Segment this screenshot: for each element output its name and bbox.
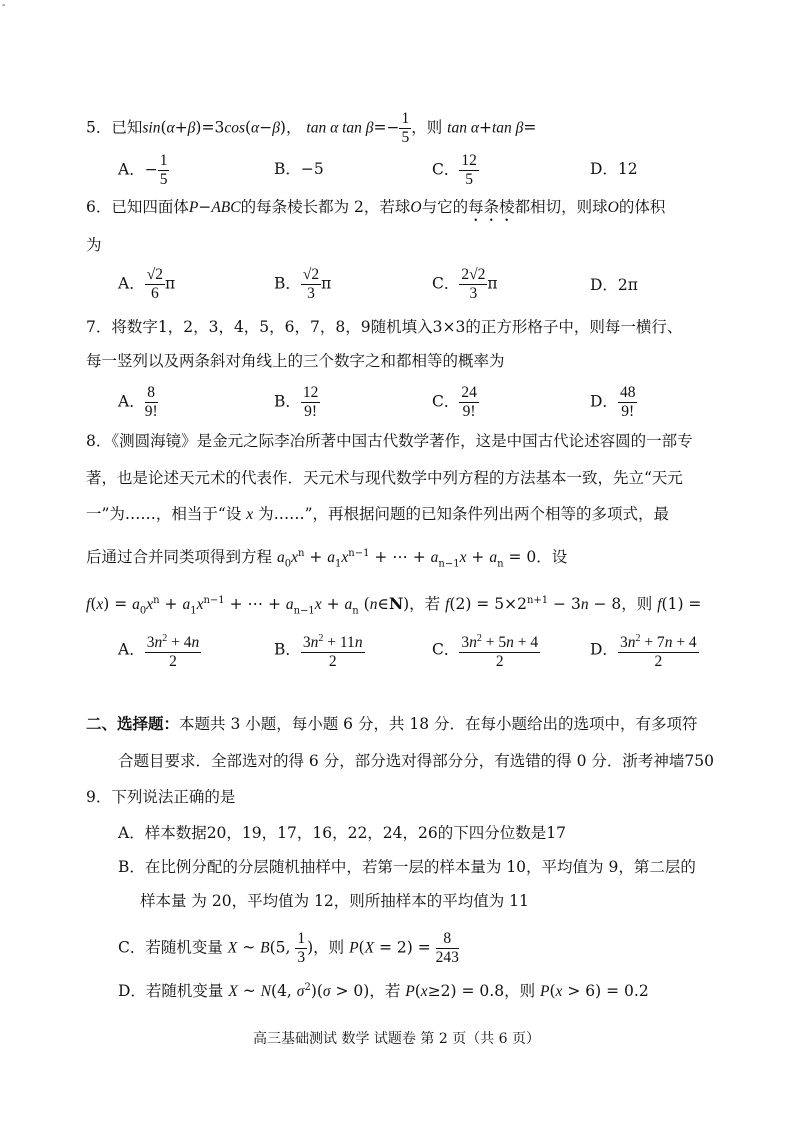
q9-option-d: D．若随机变量 X ~ N(4, $\sigma^2)(\sigma > 0)$，若 P(x≥2) = 0.8，则 P(x > 6) = 0.2 [118,982,649,1001]
q8-option-b: B． $\frac{3n^2 + 11n}{2}$ [274,630,365,671]
question-6-line1: 6．已知四面体P−ABC的每条棱长都为 2，若球O与它的每条棱都相切，则球O的体积 [86,198,666,216]
question-6-line2: 为 [86,236,102,254]
q9-option-c: C．若随机变量 X ~ B(5, $\frac{1}{3}$ )，则 P(X = 2) = $\frac{8}{243}$ [118,930,459,966]
q9-option-a: A．样本数据20，19，17，16，22，24，26的下四分位数是17 [118,824,566,842]
q9-option-b-line1: B．在比例分配的分层随机抽样中，若第一层的样本量为 10，平均值为 9，第二层的 [118,858,696,876]
q8-option-d: D． $\frac{3n^2 + 7n + 4}{2}$ [590,630,699,671]
section-2-line2: 合题目要求．全部选对的得 6 分，部分选对得部分分，有选错的得 0 分．浙考神墙750 [118,752,715,770]
q7-option-c: C． $\frac{24}{9!}$ [432,384,477,420]
question-8-line1: 8．《测圆海镜》是金元之际李冶所著中国古代数学著作，这是中国古代论述容圆的一部专 [86,432,693,450]
q6-option-c: C． $\frac{2√2}{3}$ π [432,266,498,302]
q7-option-b: B． $\frac{12}{9!}$ [274,384,319,420]
page-footer: 高三基础测试 数学 试题卷 第 2 页（共 6 页） [253,1031,540,1047]
section-2-line1: 二、选择题：本题共 3 小题，每小题 6 分，共 18 分．在每小题给出的选项中，有多项符 [86,714,698,733]
q6-option-b: B． $\frac{√2}{3}$ π [274,266,332,302]
question-8-line4: 后通过合并同类项得到方程 $a_0x^n + a_1x^{n-1}$ + ⋯ + $a_{n-1}x + a_n = 0$．设 [86,548,568,570]
question-5: 5．已知sin(α+β)=3cos(α−β)， tan α tan β=− $\frac{1}{5}$ ，则 tan α+tan β= [86,110,537,146]
q5-option-b: B．−5 [274,160,324,178]
q5-option-a: A．− $\frac{1}{5}$ [118,152,168,188]
question-9-stem: 9．下列说法正确的是 [86,788,236,806]
question-8-line3: 一”为……，相当于“设 x 为……”，再根据问题的已知条件列出两个相等的多项式，最 [86,505,670,523]
question-7-line2: 每一竖列以及两条斜对角线上的三个数字之和都相等的概率为 [86,352,505,370]
q8-option-a: A． $\frac{3n^2 + 4n}{2}$ [118,630,201,671]
question-8-line5: $f(x) = a_0x^n + a_1x^{n-1}$ + ⋯ + $a_{n-1}x + a_n$ (n∈N)，若 $f(2) = 5\times 2^{n+1} - 3n - 8$，则 f(1) = [86,594,702,617]
q7-option-a: A． $\frac{8}{9!}$ [118,384,158,420]
q7-option-d: D． $\frac{48}{9!}$ [590,384,636,420]
q6-option-a: A． $\frac{√2}{6}$ π [118,266,176,302]
q9-option-b-line2: 样本量 为 20，平均值为 12，则所抽样本的平均值为 11 [140,892,529,910]
corner-mark: - [2,0,6,11]
q8-option-c: C． $\frac{3n^2 + 5n + 4}{2}$ [432,630,540,671]
q5-option-c: C． $\frac{12}{5}$ [432,152,477,188]
q5-option-d: D．12 [590,160,638,178]
question-8-line2: 著，也是论述天元术的代表作．天元术与现代数学中列方程的方法基本一致，先立“天元 [86,469,683,487]
question-7-line1: 7．将数字1，2，3，4，5，6，7，8，9随机填入3×3的正方形格子中，则每一横行、 [86,318,683,336]
q6-option-d: D．2π [590,276,638,294]
